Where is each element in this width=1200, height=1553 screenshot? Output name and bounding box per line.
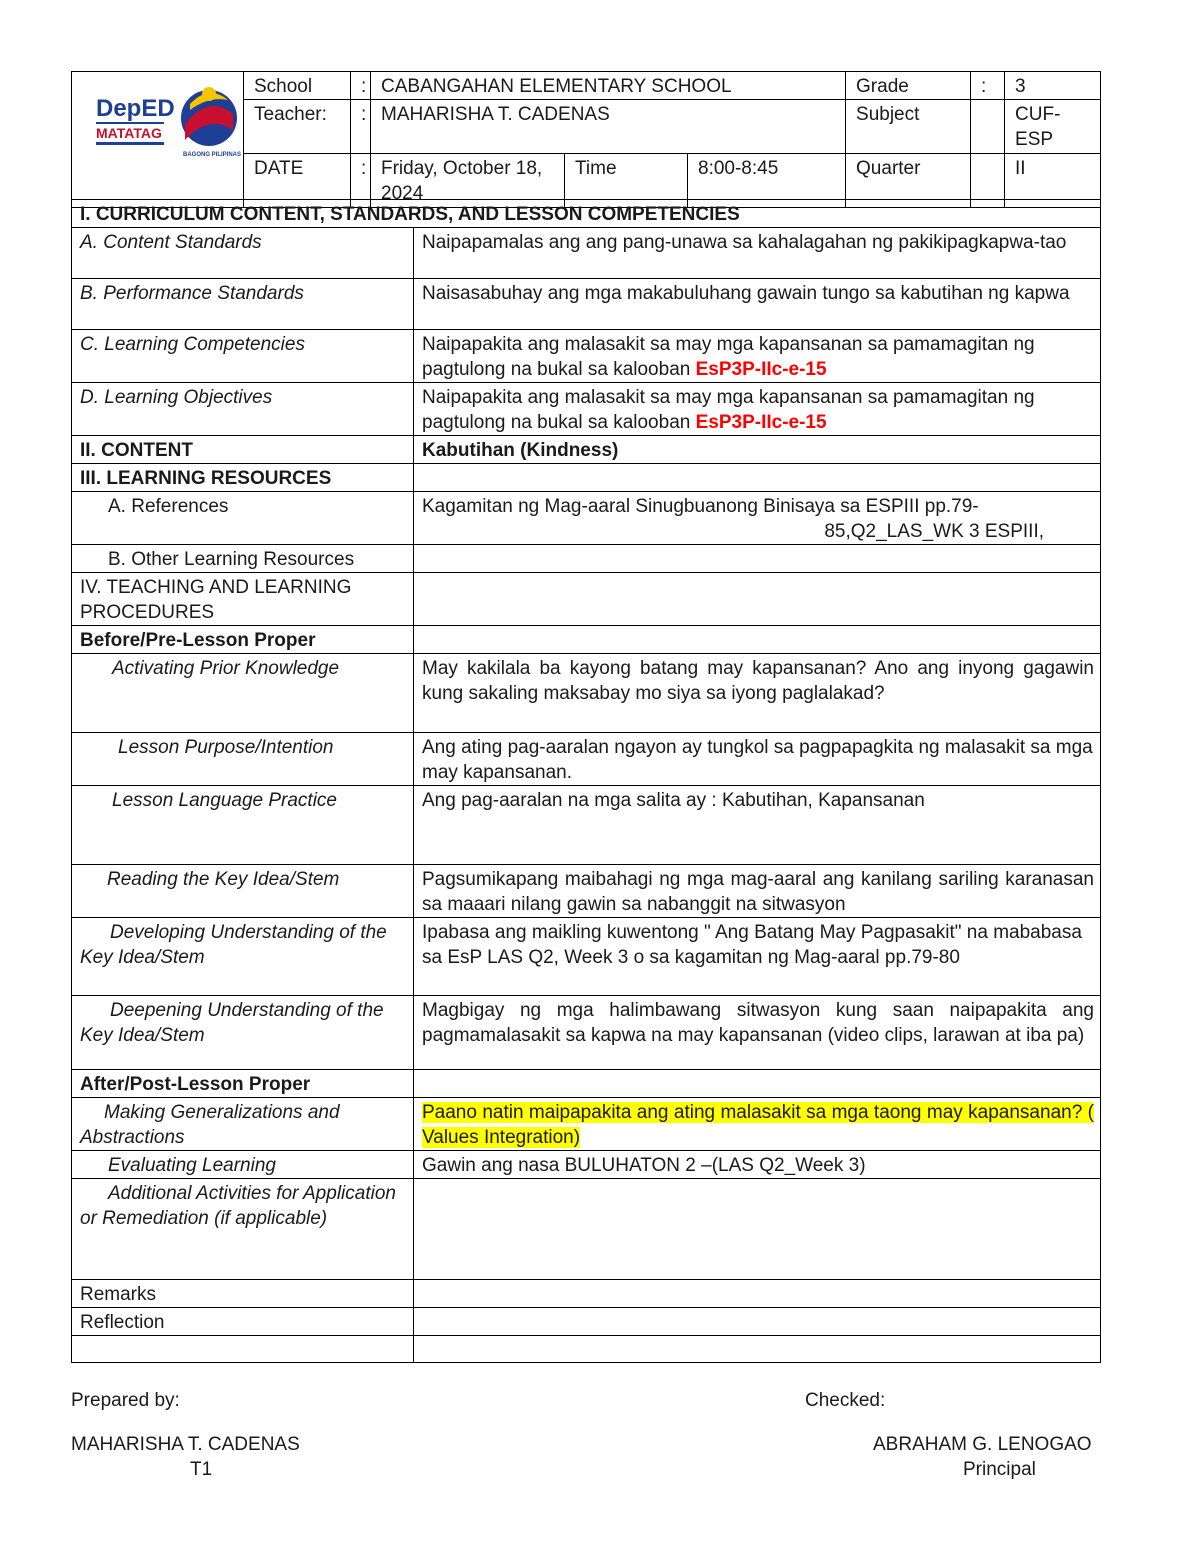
grade-label: Grade bbox=[846, 72, 971, 100]
generalizing-cell bbox=[414, 1098, 1101, 1151]
quarter-value: II bbox=[1005, 154, 1101, 208]
reflection-label: Reflection bbox=[72, 1308, 414, 1336]
activating-value: May kakilala ba kayong batang may kapansanan? Ano ang inyong gagawin kung sakaling maksabay mo siya sa iyong paglalakad? bbox=[414, 654, 1101, 733]
deped-logo-text: DepED bbox=[96, 95, 175, 122]
checked-title: Principal bbox=[963, 1459, 1036, 1480]
subject-colon-empty bbox=[971, 100, 1005, 154]
date-value: Friday, October 18, 2024 bbox=[371, 154, 565, 208]
teacher-value: MAHARISHA T. CADENAS bbox=[371, 100, 846, 154]
checked-label: Checked: bbox=[805, 1390, 886, 1411]
remarks-label: Remarks bbox=[72, 1280, 414, 1308]
remarks-empty bbox=[414, 1280, 1101, 1308]
content-standards-label: A. Content Standards bbox=[72, 228, 414, 279]
lesson-table bbox=[71, 199, 1101, 1363]
header-table bbox=[71, 71, 1101, 208]
teacher-label: Teacher: bbox=[244, 100, 351, 154]
other-resources-label: B. Other Learning Resources bbox=[72, 545, 414, 573]
learning-objectives-label: D. Learning Objectives bbox=[72, 383, 414, 436]
grade-colon: : bbox=[971, 72, 1005, 100]
purpose-label: Lesson Purpose/Intention bbox=[72, 733, 414, 786]
learning-objectives-cell bbox=[414, 383, 1101, 436]
school-colon: : bbox=[351, 72, 371, 100]
date-colon: : bbox=[351, 154, 371, 208]
developing-value: Ipabasa ang maikling kuwentong " Ang Batang May Pagpasakit" na mababasa sa EsP LAS Q2, Week 3 o sa kagamitan ng Mag-aaral pp.79-80 bbox=[414, 918, 1101, 996]
time-value: 8:00-8:45 bbox=[688, 154, 846, 208]
evaluating-label: Evaluating Learning bbox=[72, 1151, 414, 1179]
competency-code: EsP3P-IIc-e-15 bbox=[695, 359, 827, 380]
subject-value: CUF-ESP bbox=[1005, 100, 1101, 154]
prepared-by-label: Prepared by: bbox=[71, 1390, 180, 1411]
references-cell bbox=[414, 492, 1101, 545]
content-standards-value: Naipapamalas ang ang pang-unawa sa kahalagahan ng pakikipagkapwa-tao bbox=[414, 228, 1101, 279]
checked-name: ABRAHAM G. LENOGAO bbox=[873, 1434, 1092, 1455]
subject-label: Subject bbox=[846, 100, 971, 154]
other-resources-empty bbox=[414, 545, 1101, 573]
learning-competencies-cell bbox=[414, 330, 1101, 383]
seal-caption: BAGONG PILIPINAS bbox=[183, 152, 242, 158]
before-lesson-empty bbox=[414, 626, 1101, 654]
grade-value: 3 bbox=[1005, 72, 1101, 100]
prepared-title: T1 bbox=[190, 1459, 213, 1480]
deepening-value: Magbigay ng mga halimbawang sitwasyon kung saan naipapakita ang pagmamalasakit sa kapwa na may kapansanan (video clips, larawan at iba pa) bbox=[414, 996, 1101, 1070]
content-value: Kabutihan (Kindness) bbox=[414, 436, 1101, 464]
generalizing-label: Making Generalizations and Abstractions bbox=[72, 1098, 414, 1151]
matatag-logo-text: MATATAG bbox=[96, 125, 162, 141]
purpose-value: Ang ating pag-aaralan ngayon ay tungkol sa pagpapagkita ng malasakit sa mga may kapansanan. bbox=[414, 733, 1101, 786]
objective-code: EsP3P-IIc-e-15 bbox=[695, 412, 827, 433]
section3-title: III. LEARNING RESOURCES bbox=[72, 464, 414, 492]
activating-label: Activating Prior Knowledge bbox=[72, 654, 414, 733]
before-lesson-title: Before/Pre-Lesson Proper bbox=[72, 626, 414, 654]
evaluating-value: Gawin ang nasa BULUHATON 2 –(LAS Q2_Week 3) bbox=[414, 1151, 1101, 1179]
learning-competencies-value: Naipapakita ang malasakit sa may mga kapansanan sa pamamagitan ng pagtulong na bukal sa kalooban bbox=[422, 334, 1035, 380]
teacher-colon: : bbox=[351, 100, 371, 154]
school-value: CABANGAHAN ELEMENTARY SCHOOL bbox=[371, 72, 846, 100]
references-line1: Kagamitan ng Mag-aaral Sinugbuanong Binisaya sa ESPIII pp.79- bbox=[422, 496, 979, 517]
date-label: DATE bbox=[244, 154, 351, 208]
reading-key-idea-label: Reading the Key Idea/Stem bbox=[72, 865, 414, 918]
section1-title: I. CURRICULUM CONTENT, STANDARDS, AND LESSON COMPETENCIES bbox=[72, 200, 1101, 228]
language-practice-label: Lesson Language Practice bbox=[72, 786, 414, 865]
logo-cell bbox=[72, 72, 244, 208]
developing-label: Developing Understanding of the Key Idea/Stem bbox=[72, 918, 414, 996]
section3-empty bbox=[414, 464, 1101, 492]
learning-objectives-value: Naipapakita ang malasakit sa may mga kapansanan sa pamamagitan ng pagtulong na bukal sa kalooban bbox=[422, 387, 1035, 433]
after-lesson-title: After/Post-Lesson Proper bbox=[72, 1070, 414, 1098]
language-practice-value: Ang pag-aaralan na mga salita ay : Kabutihan, Kapansanan bbox=[414, 786, 1101, 865]
section4-empty bbox=[414, 573, 1101, 626]
section4-title: IV. TEACHING AND LEARNING PROCEDURES bbox=[72, 573, 414, 626]
blank-row-label bbox=[72, 1336, 414, 1363]
performance-standards-label: B. Performance Standards bbox=[72, 279, 414, 330]
deped-logo bbox=[82, 74, 252, 200]
school-label: School bbox=[244, 72, 351, 100]
quarter-label: Quarter bbox=[846, 154, 971, 208]
blank-row-value bbox=[414, 1336, 1101, 1363]
after-lesson-empty bbox=[414, 1070, 1101, 1098]
time-label: Time bbox=[565, 154, 688, 208]
additional-activities-empty bbox=[414, 1179, 1101, 1280]
additional-activities-label: Additional Activities for Application or Remediation (if applicable) bbox=[72, 1179, 414, 1280]
section2-title: II. CONTENT bbox=[72, 436, 414, 464]
performance-standards-value: Naisasabuhay ang mga makabuluhang gawain tungo sa kabutihan ng kapwa bbox=[414, 279, 1101, 330]
references-line2: 85,Q2_LAS_WK 3 ESPIII, bbox=[824, 521, 1044, 542]
references-label: A. References bbox=[72, 492, 414, 545]
learning-competencies-label: C. Learning Competencies bbox=[72, 330, 414, 383]
prepared-name: MAHARISHA T. CADENAS bbox=[71, 1434, 300, 1455]
reflection-empty bbox=[414, 1308, 1101, 1336]
deepening-label: Deepening Understanding of the Key Idea/Stem bbox=[72, 996, 414, 1070]
generalizing-value: Paano natin maipapakita ang ating malasakit sa mga taong may kapansanan? ( Values Integration) bbox=[422, 1102, 1094, 1148]
reading-key-idea-value: Pagsumikapang maibahagi ng mga mag-aaral ang kanilang sariling karanasan sa maaari nilang gawin sa nabanggit na sitwasyon bbox=[414, 865, 1101, 918]
